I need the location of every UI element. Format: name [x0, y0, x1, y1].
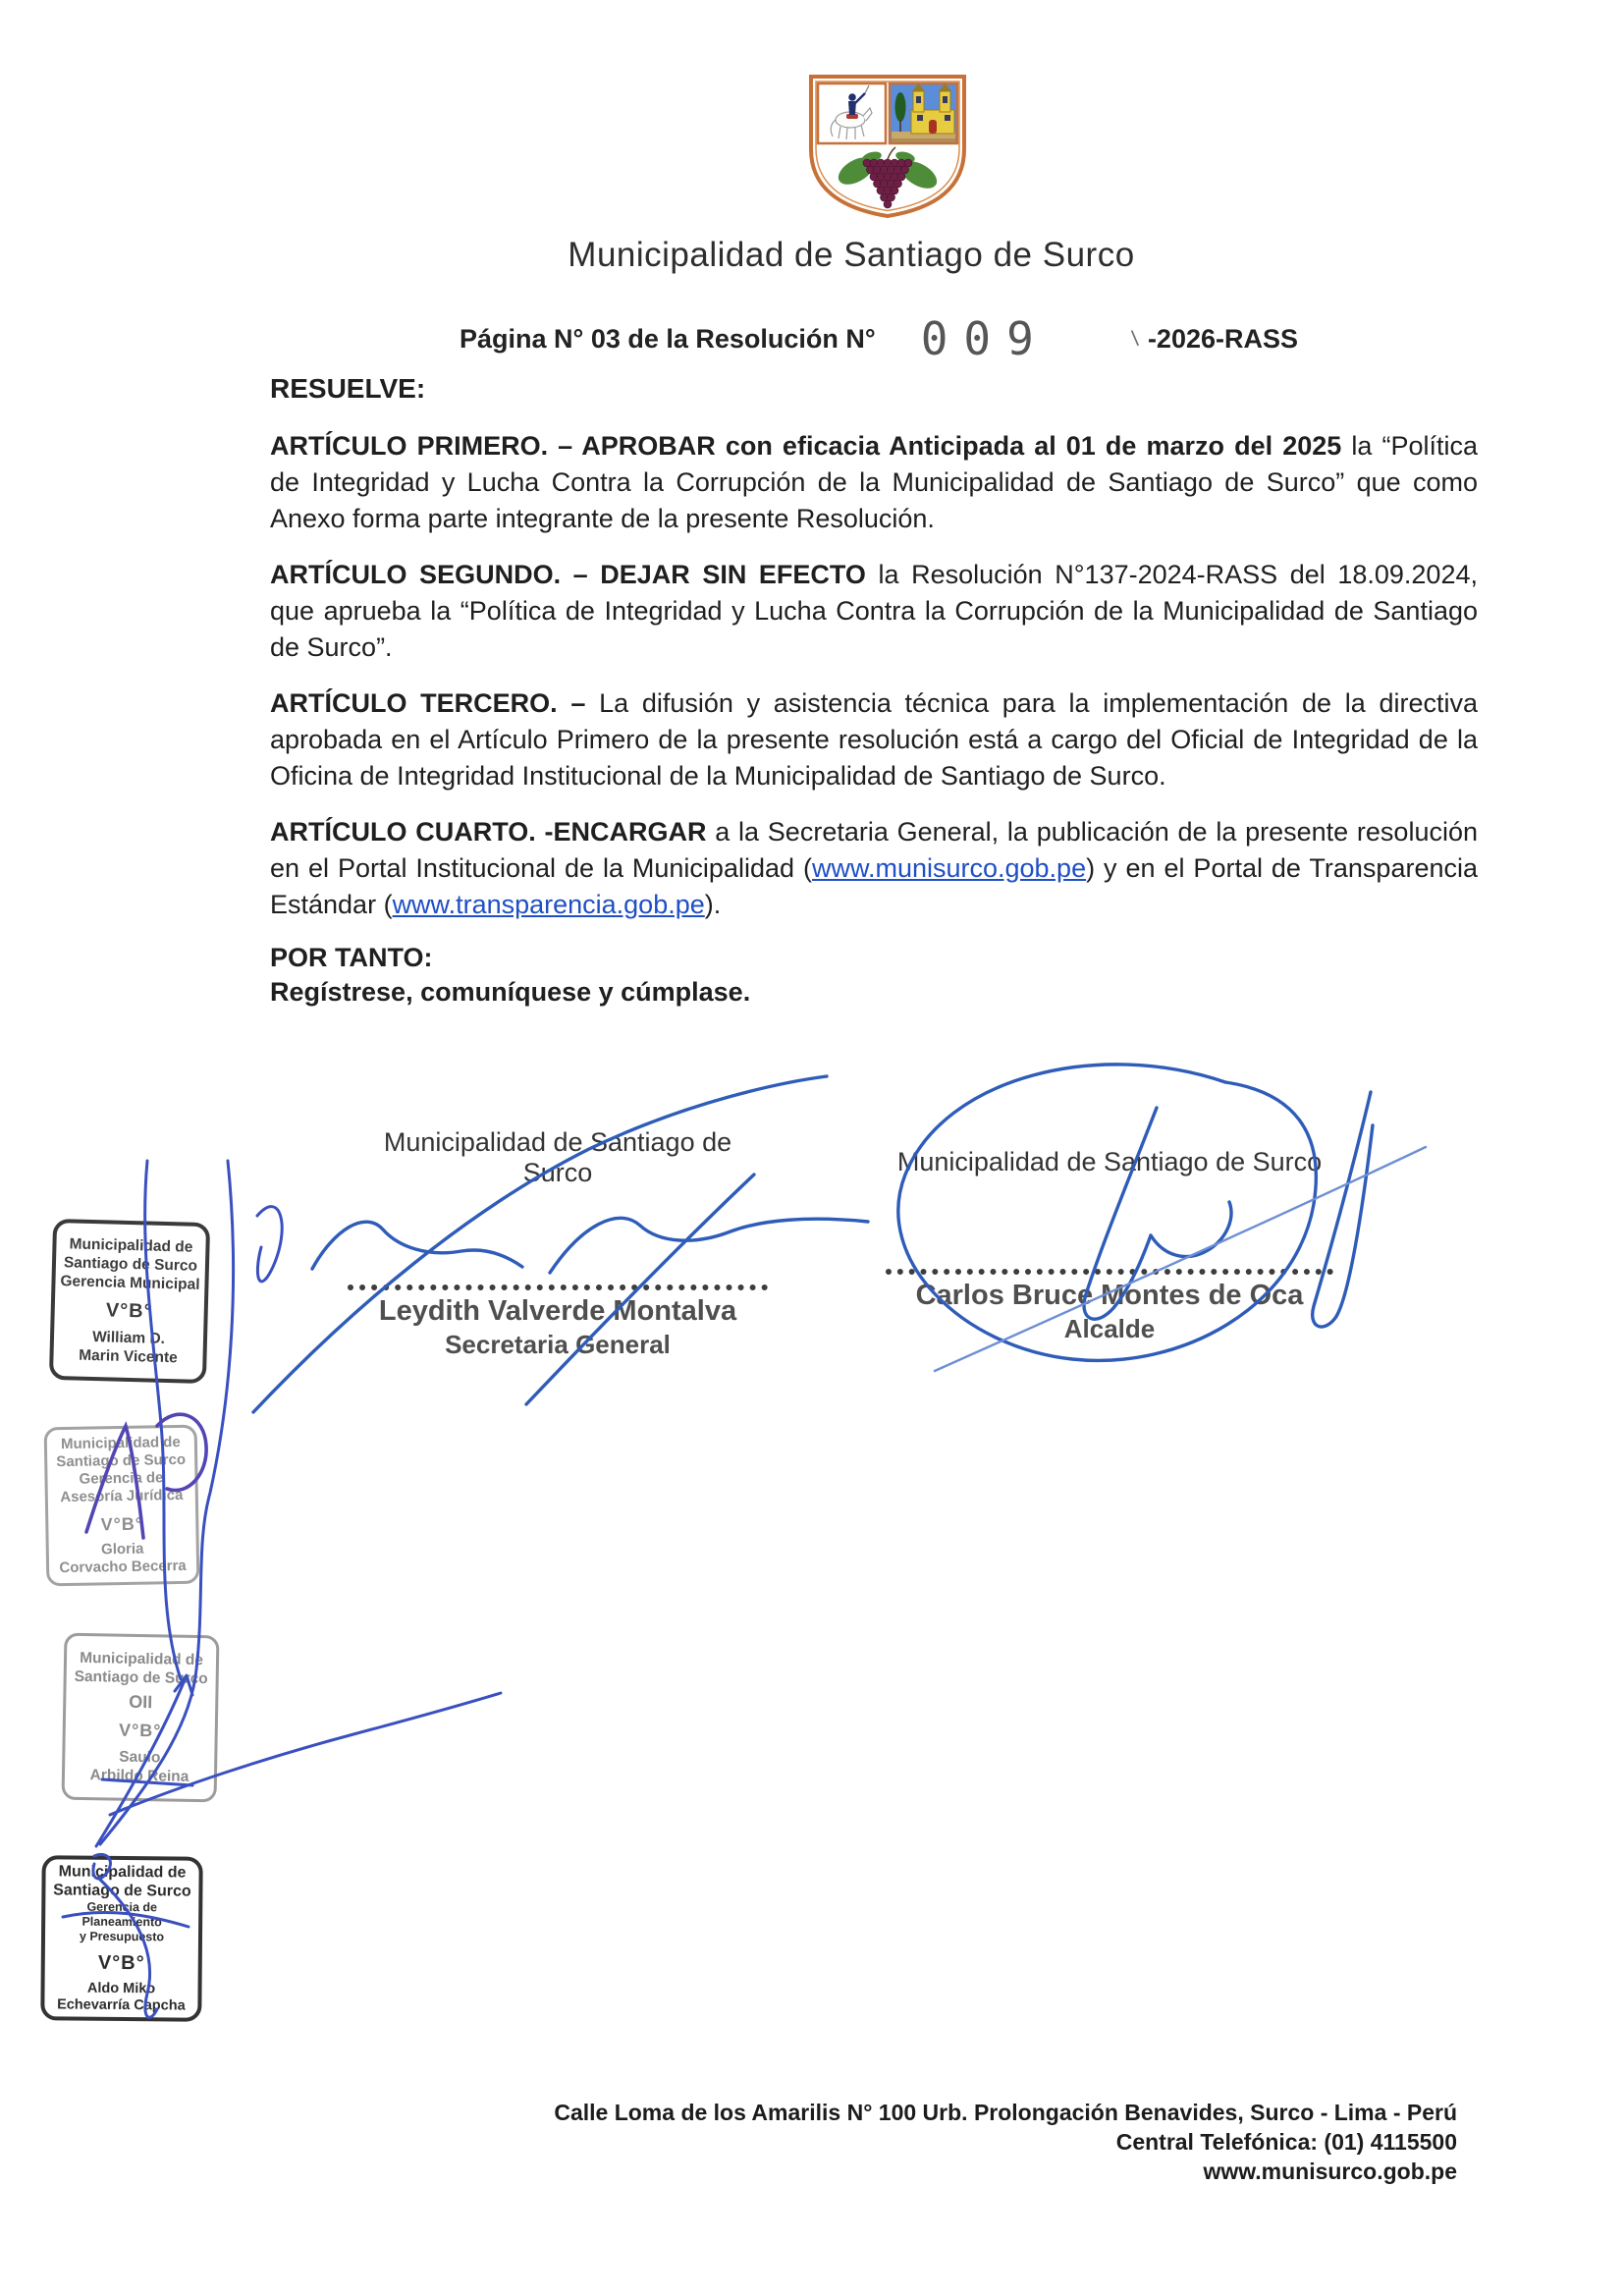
articulo-cuarto-text-1: a la Secretaria General, la publicación de la presente resolución en el Portal Institucional de la Municipalidad ( [270, 817, 1478, 883]
footer-phone: Central Telefónica: (01) 4115500 [1115, 2129, 1457, 2155]
stamp1-vb: V°B° [105, 1299, 153, 1323]
articulo-segundo [270, 557, 1478, 666]
stray-pen-mark: \ [1130, 325, 1140, 352]
articulo-segundo-text: la Resolución N°137-2024-RASS del 18.09.2024, que aprueba la “Política de Integridad y Lucha Contra la Corrupción de la Municipalidad de Santiago de Surco”. [270, 560, 1478, 662]
stamp4-vb: V°B° [97, 1951, 145, 1975]
stamp3-name1: Saulo [119, 1748, 161, 1767]
stamp3-name2: Arbildo Reina [89, 1767, 189, 1785]
transparencia-link[interactable]: www.transparencia.gob.pe [392, 890, 705, 919]
page-title: Municipalidad de Santiago de Surco [568, 236, 1135, 274]
stamp-planeamiento-presupuesto [40, 1855, 202, 2021]
sig-right-org: Municipalidad de Santiago de Surco [896, 1147, 1323, 1176]
stamped-resolution-number: 009 [920, 312, 1050, 365]
stamp3-line3: OII [129, 1691, 153, 1713]
articulo-segundo-lead: ARTÍCULO SEGUNDO. – DEJAR SIN EFECTO [270, 560, 866, 589]
page-number-label: Página N° 03 de la Resolución N° [460, 323, 876, 354]
signature-block-alcalde [884, 1147, 1335, 1344]
stamp3-line1: Municipalidad de [80, 1649, 204, 1669]
stamp-oii [62, 1633, 220, 1803]
footer-address: Calle Loma de los Amarilis N° 100 Urb. Prolongación Benavides, Surco - Lima - Perú [554, 2100, 1457, 2125]
sig-right-title: Alcalde [1063, 1314, 1156, 1343]
por-tanto-heading: POR TANTO: [270, 943, 433, 972]
resolution-body [270, 373, 1478, 1008]
stamp2-line4: Asesoría Jurídica [60, 1486, 184, 1506]
stamp4-line2: Santiago de Surco [53, 1882, 191, 1900]
resolution-number-line [460, 312, 1298, 365]
stamp2-line2: Santiago de Surco [56, 1450, 187, 1471]
stamp2-name1: Gloria [100, 1540, 144, 1558]
stamp2-line1: Municipalidad de [60, 1433, 181, 1453]
resolution-suffix: -2026-RASS [1147, 323, 1298, 354]
stamp4-line4: y Presupuesto [79, 1929, 165, 1944]
sig-left-name: Leydith Valverde Montalva [378, 1295, 737, 1327]
coat-of-arms [803, 69, 972, 222]
articulo-cuarto-text-2: ) y en el Portal de Transparencia Estándar ( [270, 853, 1478, 919]
articulo-cuarto-lead: ARTÍCULO CUARTO. -ENCARGAR [270, 817, 707, 847]
stamp-gerencia-municipal [49, 1219, 210, 1384]
stamp1-name2: Marin Vicente [79, 1346, 178, 1367]
registrese-line: Regístrese, comuníquese y cúmplase. [270, 977, 751, 1007]
munisurco-link[interactable]: www.munisurco.gob.pe [811, 853, 1087, 883]
sig-right-name: Carlos Bruce Montes de Oca [915, 1280, 1304, 1311]
stamp1-line2: Santiago de Surco [63, 1254, 198, 1275]
articulo-cuarto [270, 814, 1478, 923]
stamp4-name2: Echevarría Capcha [57, 1996, 186, 2014]
sig-left-title: Secretaria General [445, 1330, 671, 1359]
stamp1-line3: Gerencia Municipal [60, 1273, 200, 1293]
sig-left-dotted-line [348, 1285, 768, 1290]
articulo-tercero-lead: ARTÍCULO TERCERO. – [270, 688, 586, 718]
sig-right-dotted-line [886, 1269, 1333, 1275]
footer-address-block [554, 2098, 1457, 2186]
church-quarter [890, 83, 957, 143]
stamp2-line3: Gerencia de [79, 1469, 164, 1488]
signature-block-secretaria [346, 1127, 770, 1360]
stamp1-name1: William D. [91, 1329, 166, 1347]
articulo-primero-lead: ARTÍCULO PRIMERO. – APROBAR con eficacia Anticipada al 01 de marzo del 2025 [270, 431, 1342, 461]
stamp4-line3: Gerencia de Planeamiento [81, 1899, 162, 1930]
sig-left-org: Municipalidad de Santiago de Surco [383, 1127, 732, 1187]
stamp1-line1: Municipalidad de [69, 1235, 193, 1256]
stamp4-name1: Aldo Miko [86, 1980, 156, 1997]
articulo-cuarto-text-3: ). [704, 890, 722, 919]
footer-website: www.munisurco.gob.pe [1203, 2159, 1457, 2184]
stamp3-vb: V°B° [118, 1720, 162, 1741]
articulo-tercero [270, 685, 1478, 794]
stamp2-name2: Corvacho Becerra [59, 1557, 187, 1577]
horseman-quarter [818, 83, 886, 143]
stamp3-line2: Santiago de Surco [74, 1667, 208, 1688]
articulo-tercero-text: La difusión y asistencia técnica para la implementación de la directiva aprobada en el Artículo Primero de la presente resolución está a cargo del Oficial de Integridad de la Oficina de Integridad Institucional de la Municipalidad de Santiago de Surco. [270, 688, 1478, 791]
articulo-primero-text: la “Política de Integridad y Lucha Contra la Corrupción de la Municipalidad de Santiago de Surco” que como Anexo forma parte integrante de la presente Resolución. [270, 431, 1478, 533]
resuelve-heading: RESUELVE: [270, 373, 426, 404]
stamp2-vb: V°B° [100, 1513, 144, 1535]
articulo-primero [270, 428, 1478, 537]
stamp4-line1: Municipalidad de [58, 1863, 187, 1882]
stamp-asesoria-juridica [44, 1425, 200, 1587]
